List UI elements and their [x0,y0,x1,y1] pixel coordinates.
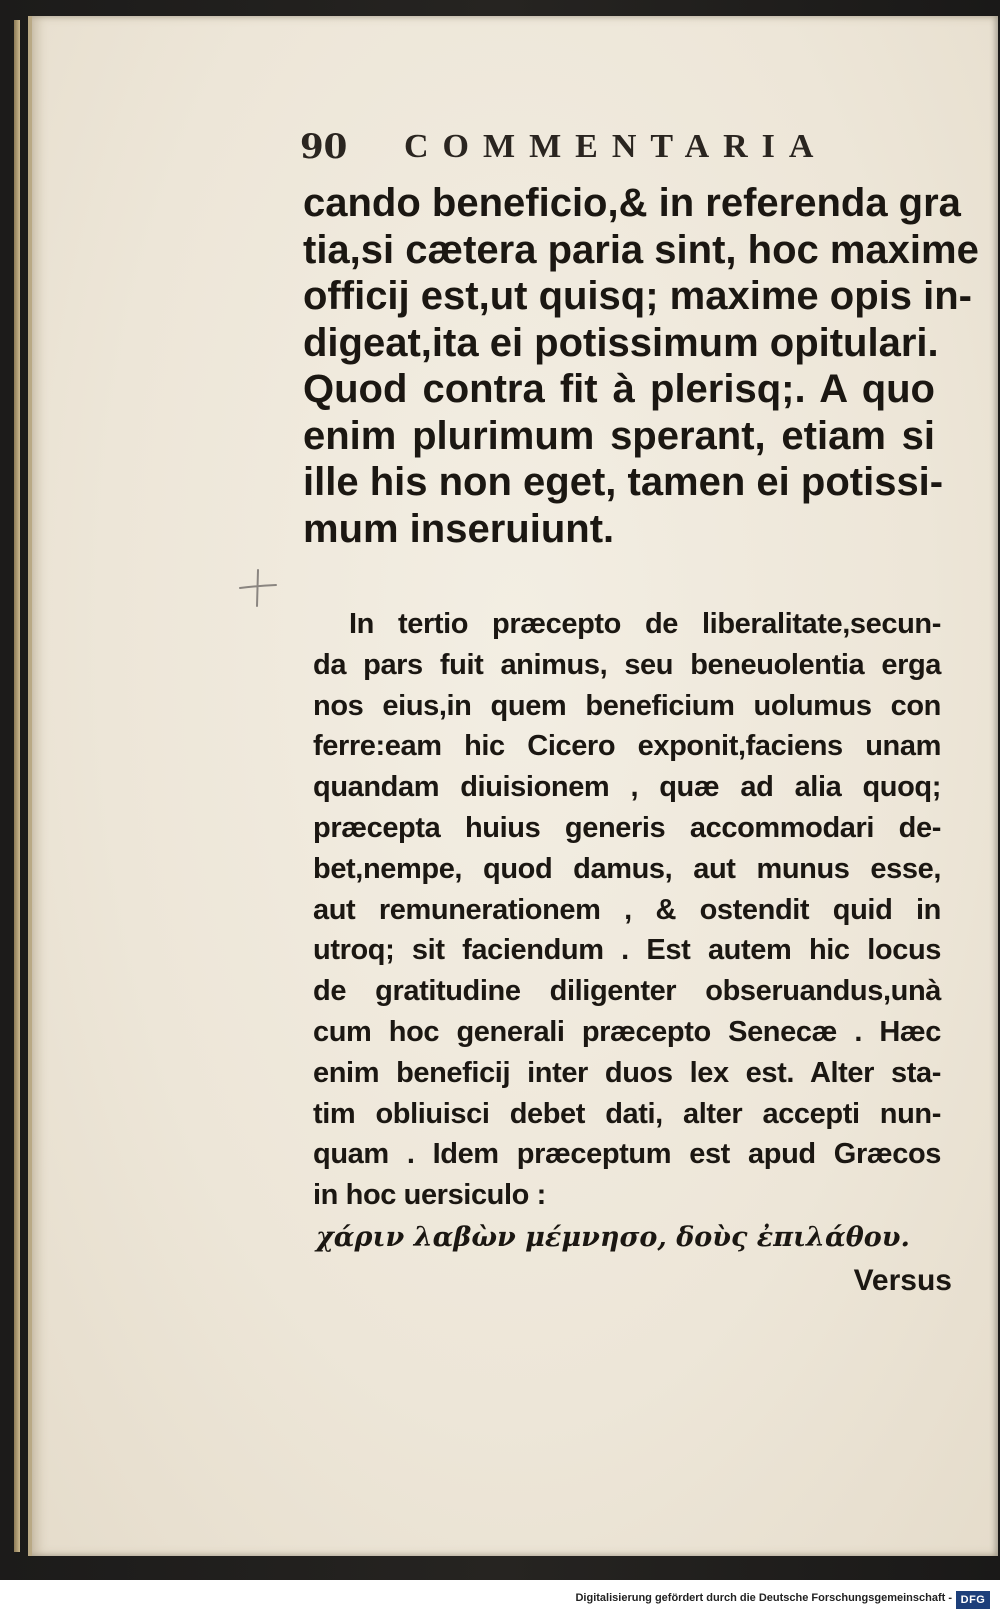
text-line: enim plurimum sperant, etiam si [303,413,935,458]
greek-verse: χάριν λαβὼν μέμνησο, δοὺς ἐπιλάθου. [316,1222,910,1253]
text-line: mum inseruiunt. [303,506,615,551]
running-title: COMMENTARIA [404,128,828,165]
text-line: præcepta huius generis accommodari de- [313,811,941,844]
dfg-logo: DFG [956,1591,990,1609]
catchword: Versus [853,1264,952,1297]
text-line: enim beneficij inter duos lex est. Alter sta- [313,1056,941,1089]
pencil-cross-mark [236,566,280,610]
text-line: ille his non eget, tamen ei potissi- [303,460,944,504]
text-line: officij est,ut quisq; maxime opis in- [303,274,972,318]
text-line: quandam diuisionem , quæ ad alia quoq; [313,771,941,804]
text-line: aut remunerationem , & ostendit quid in [313,893,941,926]
paragraph-2 [313,604,941,1216]
funding-credit: Digitalisierung gefördert durch die Deutsche Forschungsgemeinschaft - [575,1592,952,1604]
text-line: bet,nempe, quod damus, aut munus esse, [313,852,941,885]
text-line: utroq; sit faciendum . Est autem hic locus [313,934,941,967]
text-line: tim obliuisci debet dati, alter accepti nun- [313,1097,941,1130]
text-line: in hoc uersiculo : [313,1179,546,1212]
text-line: quam . Idem præceptum est apud Græcos [313,1138,941,1171]
text-line: ferre:eam hic Cicero exponit,faciens unam [313,730,941,763]
running-head [300,122,860,172]
text-line: Quod contra fit à plerisq;. A quo [303,367,935,411]
text-line: tia,si cætera paria sint, hoc maxime [303,227,979,272]
text-line: digeat,ita ei potissimum opitulari. [303,320,939,365]
text-line: da pars fuit animus, seu beneuolentia erga [313,648,941,681]
text-line: cum hoc generali præcepto Senecæ . Hæc [313,1015,941,1048]
text-line: nos eius,in quem beneficium uolumus con [313,689,941,722]
text-line: cando beneficio,& in referenda gra [303,181,961,225]
page-number: 90 [300,127,348,167]
text-line: In tertio præcepto de liberalitate,secun- [349,608,941,640]
text-line: de gratitudine diligenter obseruandus,unà [313,975,941,1008]
paragraph-1 [303,180,979,552]
page-edge [14,20,20,1552]
